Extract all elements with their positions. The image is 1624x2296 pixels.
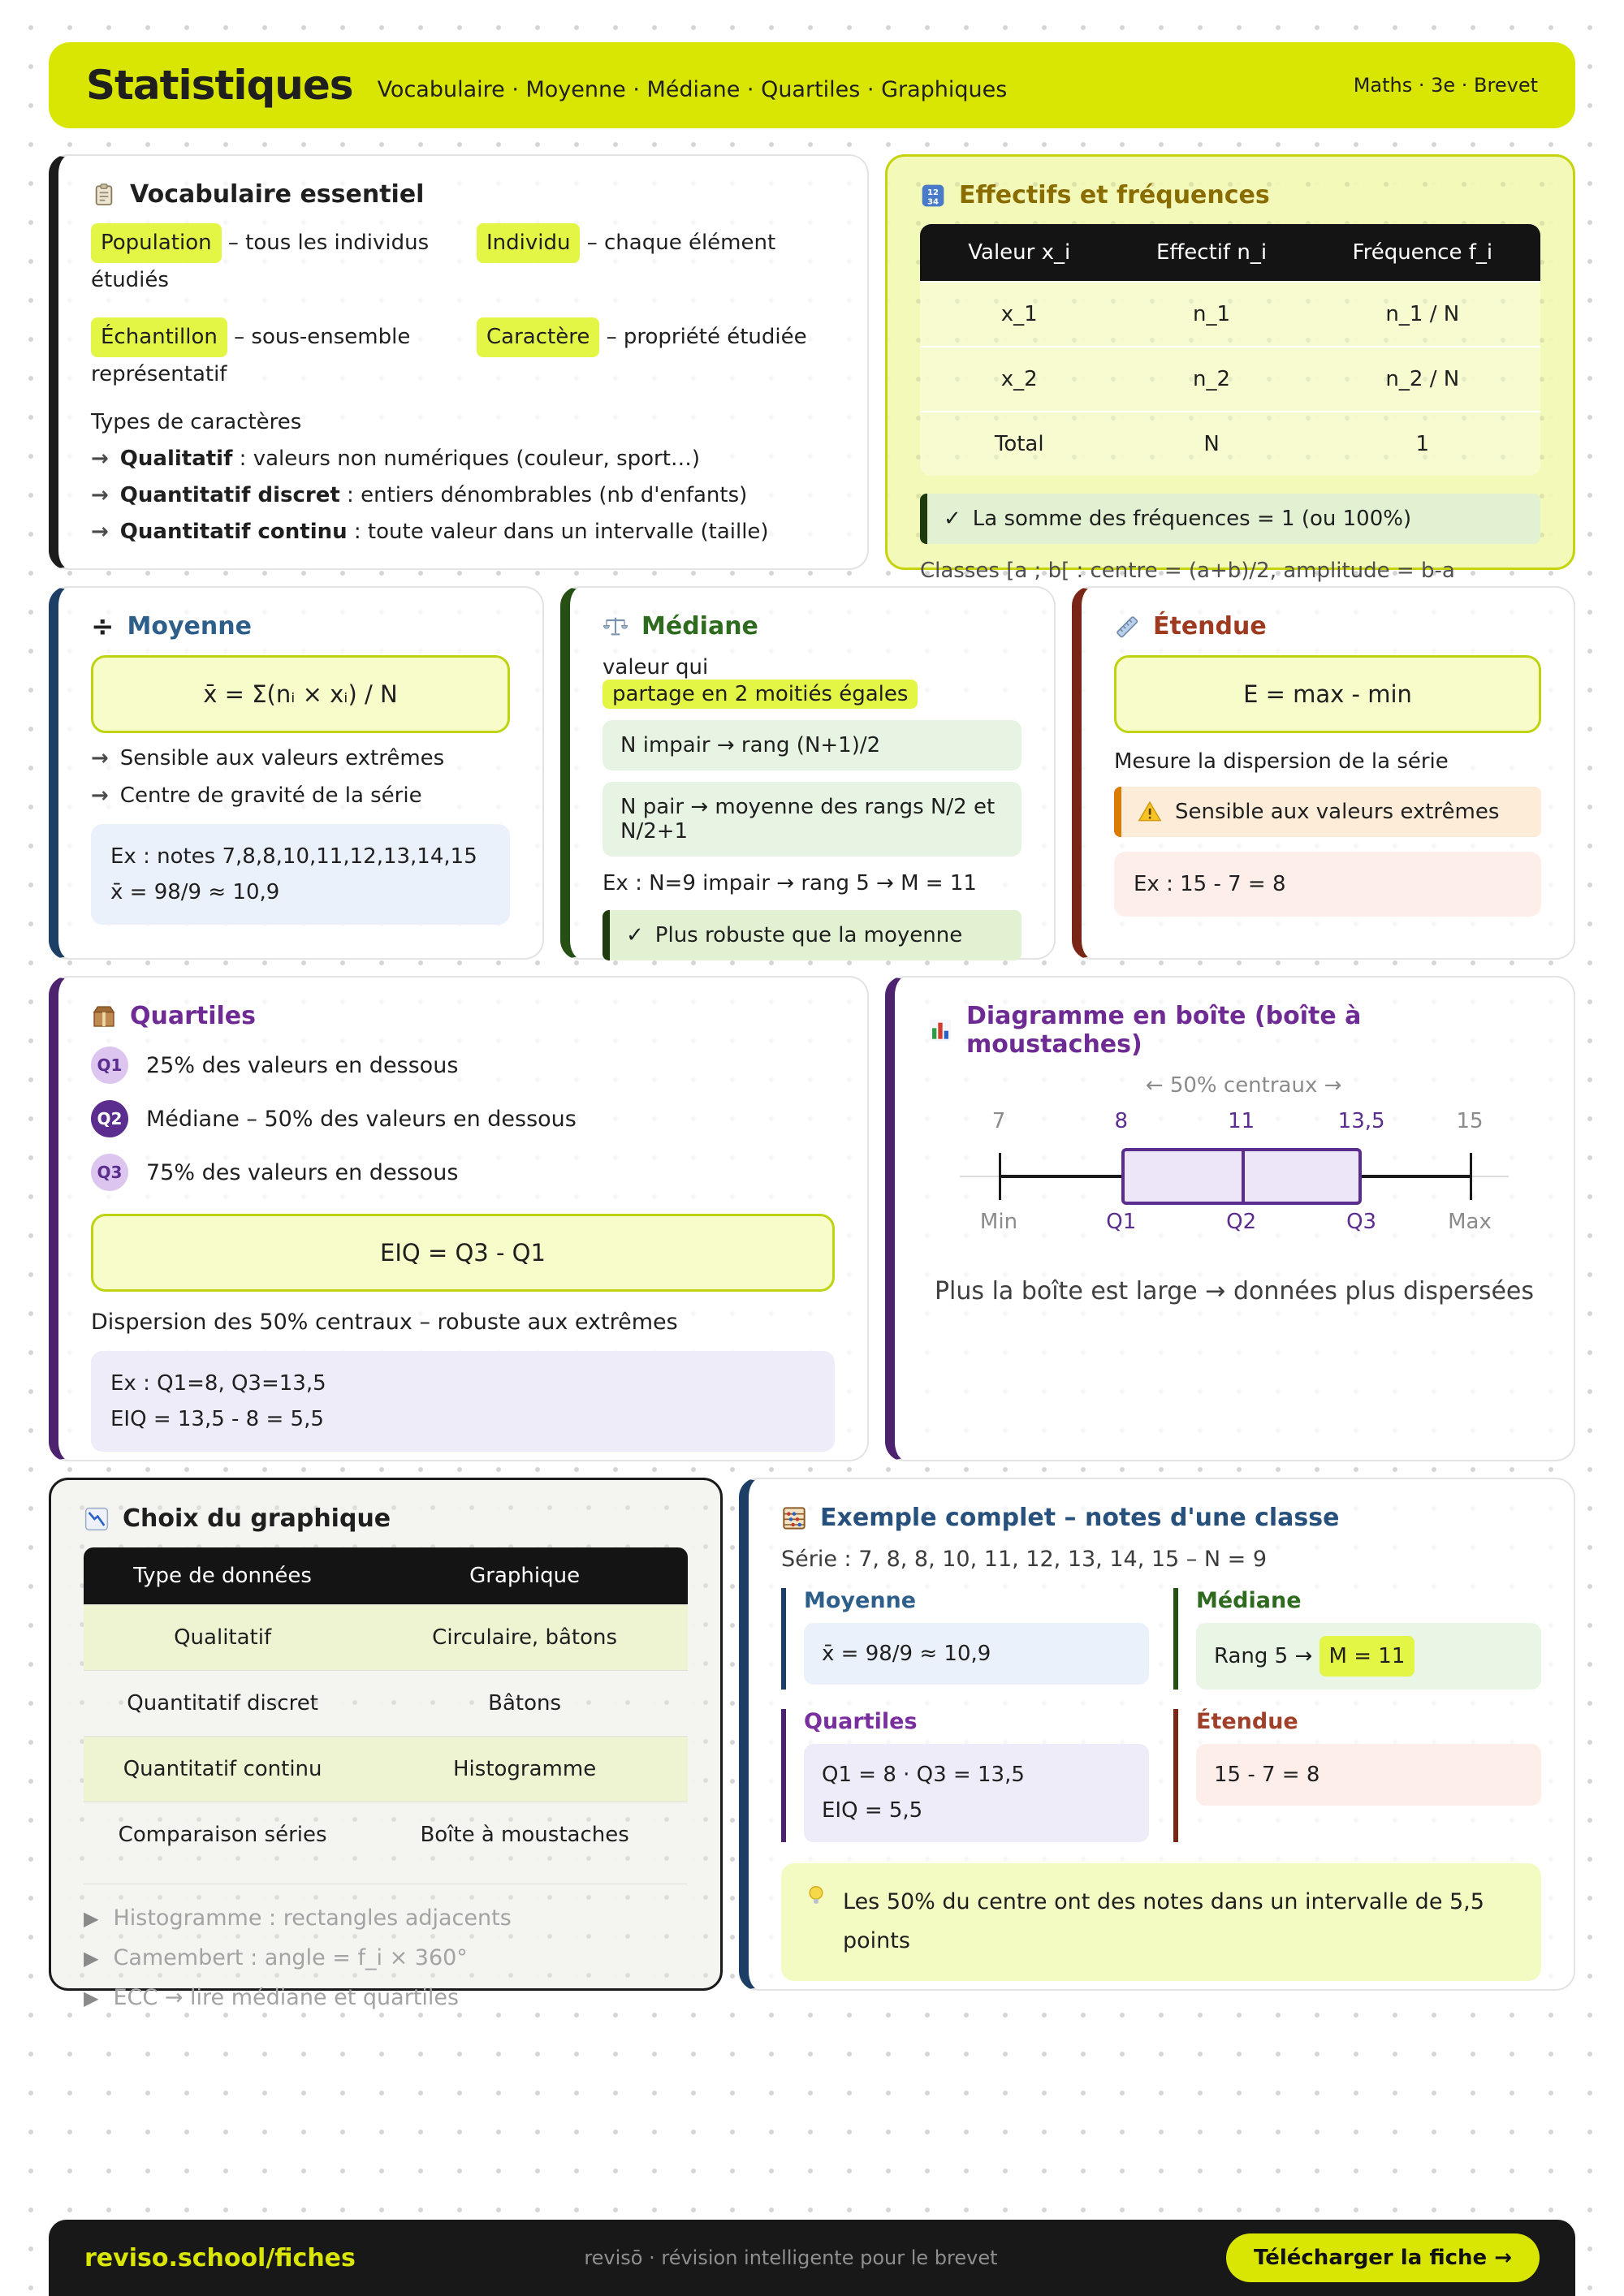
check-icon: ✓	[626, 923, 644, 947]
cell: Boîte à moustaches	[420, 1823, 629, 1847]
type-quantitatif-continu	[91, 520, 835, 544]
section-mediane	[1173, 1588, 1541, 1690]
example-line: Ex : Q1=8, Q3=13,5	[110, 1371, 326, 1396]
card-title: Choix du graphique	[123, 1504, 391, 1533]
cell: 1	[1415, 432, 1430, 456]
table-row	[920, 281, 1540, 346]
tip-box	[781, 1863, 1541, 1981]
quartile-text: Médiane – 50% des valeurs en dessous	[146, 1106, 577, 1132]
cell: x_2	[1000, 367, 1038, 391]
type-qualitatif	[91, 447, 835, 471]
quartile-item-q2	[91, 1100, 835, 1137]
column-header: Valeur x_i	[968, 240, 1071, 265]
median-line	[1242, 1148, 1245, 1205]
table-row	[84, 1802, 688, 1867]
classes-note: Classes [a ; b[ : centre = (a+b)/2, amplitude = b-a	[920, 559, 1455, 583]
table-row	[920, 346, 1540, 411]
median-case-even: N pair → moyenne des rangs N/2 et N/2+1	[603, 782, 1021, 857]
card-title: Vocabulaire essentiel	[130, 180, 425, 209]
table-row	[84, 1670, 688, 1736]
point-text: Sensible aux valeurs extrêmes	[119, 746, 445, 770]
clipboard-icon	[91, 182, 117, 208]
note-text: Camembert : angle = f_i × 360°	[113, 1945, 468, 1970]
type-term: Quantitatif continu	[119, 519, 348, 544]
page-title: Statistiques	[86, 62, 353, 109]
column-header: Fréquence f_i	[1352, 240, 1493, 265]
package-icon	[91, 1003, 117, 1029]
example-line: Ex : notes 7,8,8,10,11,12,13,14,15	[110, 844, 477, 869]
note-histogramme	[84, 1905, 688, 1931]
mean-example	[91, 824, 510, 925]
term-highlight: Individu	[477, 223, 580, 263]
median-definition	[603, 655, 1021, 709]
column-header: Effectif n_i	[1155, 240, 1268, 265]
quartile-values: Q1 = 8 · Q3 = 13,5	[822, 1763, 1025, 1788]
header-meta: Maths · 3e · Brevet	[1353, 74, 1538, 97]
quartile-item-q3	[91, 1154, 835, 1191]
table-header-row	[920, 224, 1540, 281]
whisker-left	[999, 1175, 1121, 1178]
type-quantitatif-discret	[91, 483, 835, 507]
point-text: Centre de gravité de la série	[119, 783, 422, 808]
quartile-text: 25% des valeurs en dessous	[146, 1052, 459, 1078]
term-definition: – tous les individus étudiés	[91, 231, 430, 292]
example-line: x̄ = 98/9 ≈ 10,9	[110, 880, 280, 905]
term-echantillon	[91, 317, 449, 392]
iqr-example	[91, 1351, 835, 1452]
section-title: Moyenne	[804, 1588, 917, 1613]
triangle-bullet-icon: ▶	[84, 1906, 99, 1930]
axis-label-q1: Q1	[1106, 1210, 1137, 1234]
median-example: Ex : N=9 impair → rang 5 → M = 11	[603, 871, 977, 896]
value-label-q1: 8	[1114, 1109, 1129, 1133]
cell: N	[1203, 432, 1220, 456]
table-row-total	[920, 411, 1540, 476]
definition-prefix: valeur qui	[603, 655, 709, 680]
section-title: Étendue	[1196, 1709, 1298, 1735]
whisker-cap-min	[999, 1153, 1001, 1200]
card-vocabulaire	[49, 154, 869, 570]
cell: n_2 / N	[1385, 367, 1460, 391]
table-header-row	[84, 1547, 688, 1604]
card-etendue	[1072, 586, 1575, 960]
cell: Qualitatif	[174, 1625, 272, 1650]
q1-badge: Q1	[91, 1047, 128, 1084]
central-range-label: ← 50% centraux →	[1145, 1073, 1342, 1098]
section-value: x̄ = 98/9 ≈ 10,9	[804, 1623, 1149, 1685]
card-diagramme-en-boite	[885, 976, 1575, 1461]
term-definition: – propriété étudiée	[606, 324, 807, 349]
card-title: Diagramme en boîte (boîte à moustaches)	[966, 1002, 1362, 1059]
axis-label-q2: Q2	[1226, 1210, 1257, 1234]
check-icon: ✓	[944, 507, 961, 531]
median-rank: Rang 5 →	[1214, 1644, 1313, 1668]
term-definition: – chaque élément	[586, 231, 776, 255]
section-value	[1196, 1623, 1541, 1690]
download-button[interactable]: Télécharger la fiche →	[1226, 2233, 1540, 2282]
cell: Histogramme	[453, 1757, 597, 1781]
check-text: La somme des fréquences = 1 (ou 100%)	[972, 507, 1412, 531]
cell: Comparaison séries	[118, 1823, 327, 1847]
type-term: Qualitatif	[119, 446, 233, 471]
cell: Quantitatif continu	[123, 1757, 322, 1781]
definition-highlight: partage en 2 moitiés égales	[603, 680, 918, 709]
lightbulb-icon	[804, 1883, 828, 1907]
cell: n_1	[1193, 302, 1231, 326]
card-quartiles	[49, 976, 869, 1461]
cell: n_2	[1193, 367, 1231, 391]
type-rest: : valeurs non numériques (couleur, sport…)	[232, 446, 701, 471]
section-etendue	[1173, 1709, 1541, 1841]
whisker-cap-max	[1470, 1153, 1472, 1200]
chart-decreasing-icon	[84, 1506, 110, 1532]
example-line: EIQ = 13,5 - 8 = 5,5	[110, 1407, 324, 1432]
graph-choice-table	[84, 1547, 688, 1867]
section-title: Médiane	[1196, 1588, 1302, 1613]
frequency-table	[920, 224, 1540, 476]
arrow-icon: →	[91, 519, 109, 544]
ruler-icon	[1114, 614, 1140, 640]
term-individu	[477, 223, 835, 298]
iqr-value: EIQ = 5,5	[822, 1798, 923, 1823]
whisker-right	[1362, 1175, 1470, 1178]
section-value	[804, 1744, 1149, 1841]
section-title: Quartiles	[804, 1709, 918, 1735]
scales-icon	[603, 614, 628, 640]
range-example: Ex : 15 - 7 = 8	[1114, 852, 1541, 917]
warning-icon	[1138, 800, 1162, 824]
section-quartiles	[781, 1709, 1149, 1841]
range-description: Mesure la dispersion de la série	[1114, 749, 1449, 774]
term-definition: – sous-ensemble représentatif	[91, 324, 411, 386]
arrow-icon: →	[91, 746, 109, 770]
arrow-icon: →	[91, 482, 109, 507]
svg-text:34: 34	[927, 197, 939, 207]
type-rest: : toute valeur dans un intervalle (taille)	[347, 519, 769, 544]
warning-text: Sensible aux valeurs extrêmes	[1175, 800, 1500, 824]
card-moyenne	[49, 586, 544, 960]
cell: Bâtons	[488, 1691, 562, 1716]
cell: Quantitatif discret	[127, 1691, 318, 1716]
iqr-description: Dispersion des 50% centraux – robuste aux extrêmes	[91, 1310, 678, 1335]
triangle-bullet-icon: ▶	[84, 1986, 99, 2009]
type-term: Quantitatif discret	[119, 482, 340, 507]
divide-icon: ÷	[91, 610, 114, 643]
quartile-item-q1	[91, 1047, 835, 1084]
arrow-icon: →	[91, 446, 109, 471]
card-title: Effectifs et fréquences	[959, 181, 1270, 209]
column-header: Graphique	[469, 1564, 581, 1588]
type-rest: : entiers dénombrables (nb d'enfants)	[339, 482, 748, 507]
card-choix-graphique	[49, 1478, 723, 2010]
axis-label-max: Max	[1448, 1210, 1492, 1234]
axis-label-q3: Q3	[1346, 1210, 1377, 1234]
cell: n_1 / N	[1385, 302, 1460, 326]
value-label-max: 15	[1456, 1109, 1484, 1133]
numbers-icon	[920, 183, 946, 209]
brand-link[interactable]: reviso.school/fiches	[84, 2243, 356, 2272]
term-highlight: Population	[91, 223, 222, 263]
card-effectifs-frequences	[885, 154, 1575, 583]
median-check-note	[603, 910, 1021, 960]
section-moyenne	[781, 1588, 1149, 1690]
card-mediane	[560, 586, 1056, 960]
page-footer	[49, 2220, 1575, 2296]
median-case-odd: N impair → rang (N+1)/2	[603, 720, 1021, 770]
tip-text: Les 50% du centre ont des notes dans un intervalle de 5,5 points	[843, 1888, 1484, 1954]
q3-badge: Q3	[91, 1154, 128, 1191]
page-header	[49, 42, 1575, 128]
cell: x_1	[1000, 302, 1038, 326]
term-highlight: Caractère	[477, 317, 599, 357]
range-warning	[1114, 787, 1541, 837]
boxplot-caption: Plus la boîte est large → données plus dispersées	[934, 1277, 1535, 1306]
term-population	[91, 223, 449, 298]
column-header: Type de données	[133, 1564, 312, 1588]
bar-chart-icon	[927, 1017, 953, 1043]
graph-notes	[84, 1884, 688, 2010]
vocab-terms	[91, 223, 835, 392]
frequency-check-note	[920, 494, 1540, 544]
card-title: Étendue	[1153, 612, 1267, 641]
table-row	[84, 1736, 688, 1802]
quartile-text: 75% des valeurs en dessous	[146, 1159, 459, 1185]
card-exemple-complet	[739, 1478, 1575, 1991]
cell: Circulaire, bâtons	[432, 1625, 618, 1650]
section-value: 15 - 7 = 8	[1196, 1744, 1541, 1806]
card-title: Quartiles	[130, 1002, 257, 1030]
range-formula: E = max - min	[1114, 655, 1541, 733]
value-label-q3: 13,5	[1337, 1109, 1385, 1133]
axis-label-min: Min	[979, 1210, 1018, 1234]
mean-formula: x̄ = Σ(nᵢ × xᵢ) / N	[91, 655, 510, 733]
cell: Total	[994, 432, 1044, 456]
mean-point	[91, 783, 510, 808]
card-title: Médiane	[641, 612, 758, 641]
triangle-bullet-icon: ▶	[84, 1946, 99, 1970]
abacus-icon	[781, 1505, 807, 1531]
check-text: Plus robuste que la moyenne	[654, 923, 963, 947]
mean-point	[91, 746, 510, 770]
card-title: Moyenne	[127, 612, 252, 641]
types-title: Types de caractères	[91, 409, 302, 434]
page-subtitle: Vocabulaire · Moyenne · Médiane · Quartiles · Graphiques	[377, 76, 1008, 102]
median-result-highlight: M = 11	[1320, 1636, 1415, 1677]
value-label-min: 7	[991, 1109, 1006, 1133]
iqr-formula: EIQ = Q3 - Q1	[91, 1214, 835, 1292]
boxplot-diagram	[979, 1073, 1492, 1250]
example-grid	[781, 1588, 1541, 1842]
data-series: Série : 7, 8, 8, 10, 11, 12, 13, 14, 15 – N = 9	[781, 1547, 1268, 1572]
term-caractere	[477, 317, 835, 392]
note-text: ECC → lire médiane et quartiles	[113, 1985, 460, 2010]
note-ecc	[84, 1985, 688, 2010]
note-text: Histogramme : rectangles adjacents	[113, 1905, 512, 1931]
table-row	[84, 1604, 688, 1670]
note-camembert	[84, 1945, 688, 1970]
svg-text:12: 12	[927, 188, 939, 197]
card-title: Exemple complet – notes d'une classe	[820, 1504, 1340, 1532]
value-label-median: 11	[1228, 1109, 1255, 1133]
arrow-icon: →	[91, 783, 109, 808]
q2-badge: Q2	[91, 1100, 128, 1137]
footer-tagline: revisō · révision intelligente pour le brevet	[584, 2246, 998, 2269]
term-highlight: Échantillon	[91, 317, 227, 357]
